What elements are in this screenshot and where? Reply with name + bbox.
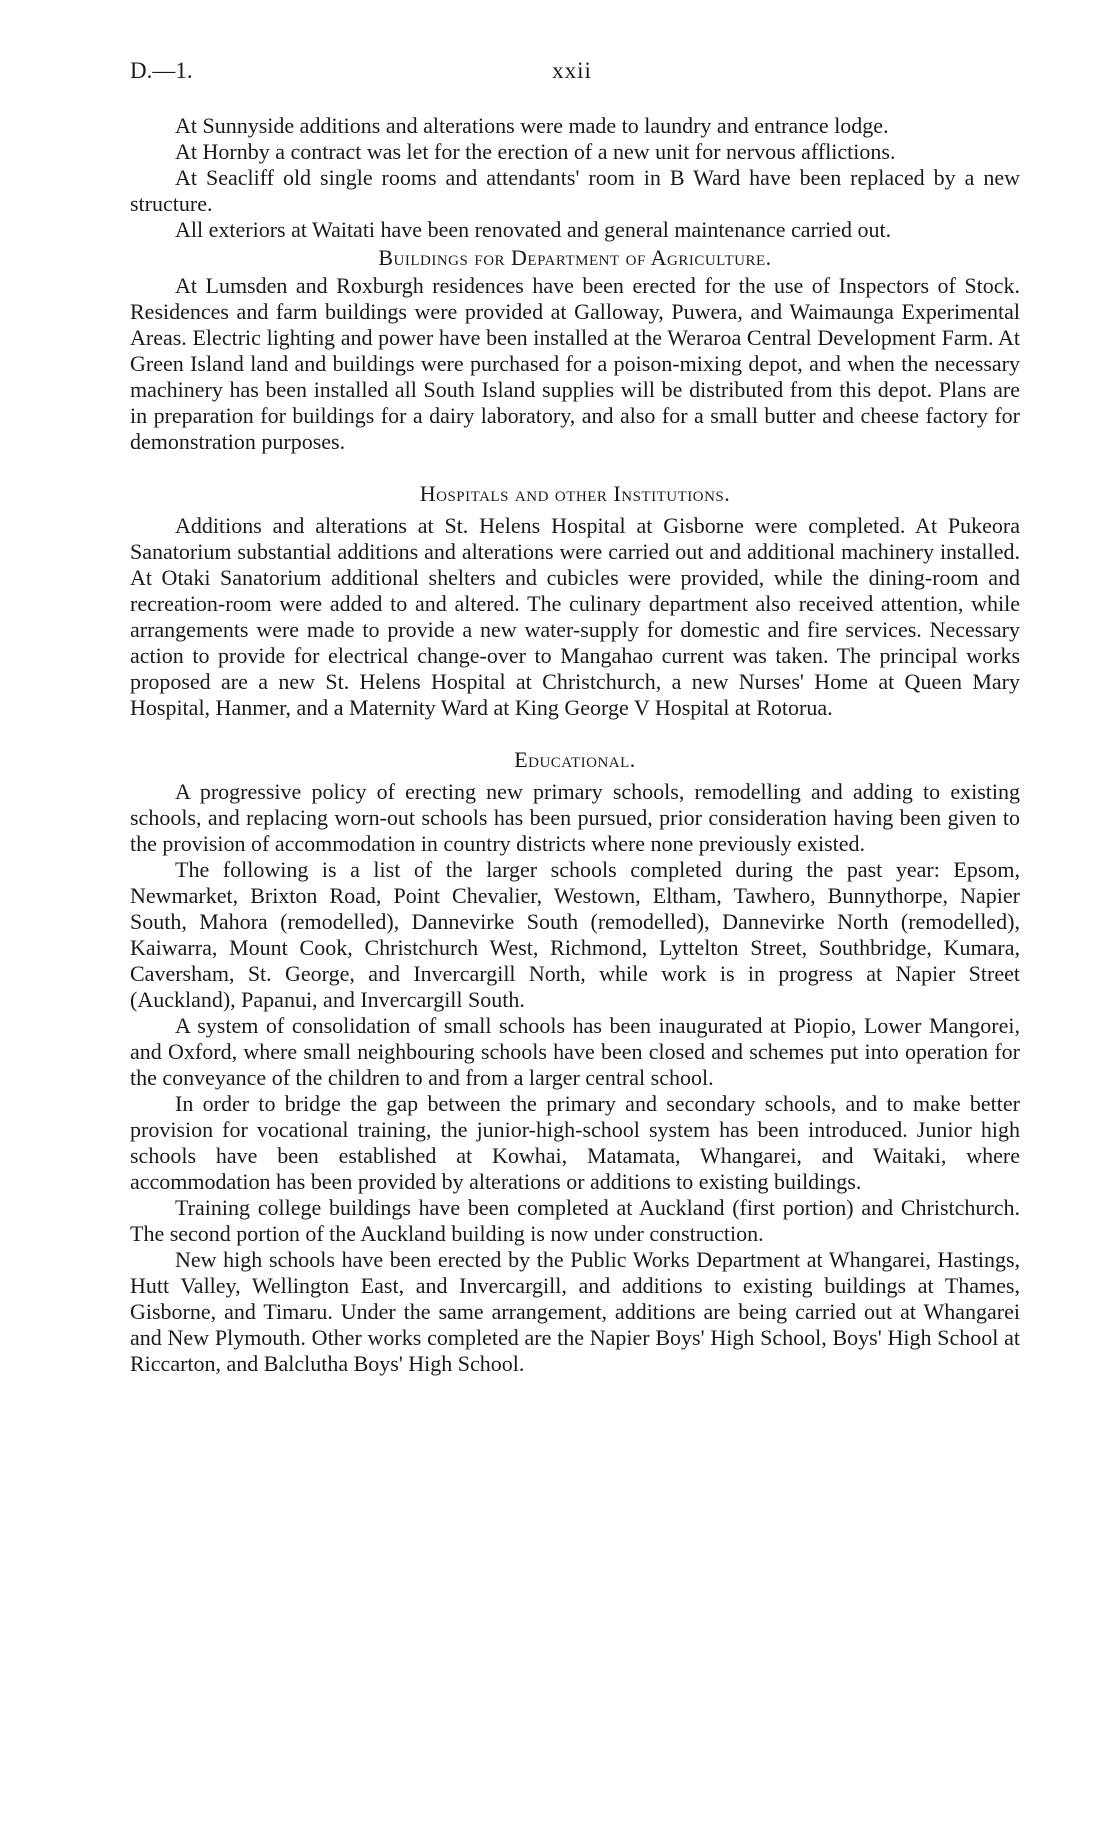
section-educational — [130, 747, 1020, 1377]
paragraph: At Sunnyside additions and alterations were made to laundry and entrance lodge. — [175, 113, 889, 138]
paragraph: A progressive policy of erecting new primary schools, remodelling and adding to existing schools, and replacing worn-out schools has been pursued, prior consideration having been given to the provision of accommodation in country districts where none previously existed. — [130, 779, 1020, 856]
paragraph: A system of consolidation of small schools has been inaugurated at Piopio, Lower Mangorei, and Oxford, where small neighbouring schools have been closed and schemes put into operation for the conveyance of the children to and from a larger central school. — [130, 1013, 1020, 1090]
paragraph: The following is a list of the larger schools completed during the past year: Epsom, Newmarket, Brixton Road, Point Chevalier, Westown, Eltham, Tawhero, Bunnythorpe, Napier South, Mahora (remodelled), Dannevirke South (remodelled), Dannevirke North (remodelled), Kaiwarra, Mount Cook, Christchurch West, Richmond, Lyttelton Street, Southbridge, Kumara, Caversham, St. George, and Invercargill North, while work is in progress at Napier Street (Auckland), Papanui, and Invercargill South. — [130, 857, 1020, 1012]
paragraph: At Hornby a contract was let for the erection of a new unit for nervous afflictions. — [175, 139, 896, 164]
page-header — [130, 58, 1014, 88]
section-intro — [130, 113, 1020, 243]
paragraph: Training college buildings have been completed at Auckland (first portion) and Christchurch. The second portion of the Auckland building is now under construction. — [130, 1195, 1020, 1246]
section-hospitals — [130, 481, 1020, 721]
paragraph: At Lumsden and Roxburgh residences have been erected for the use of Inspectors of Stock. Residences and farm buildings were provided at Galloway, Puwera, and Waimaunga Experimental Areas. Electric lighting and power have been installed at the Weraroa Central Development Farm. At Green Island land and buildings were purchased for a poison-mixing depot, and when the necessary machinery has been installed all South Island supplies will be distributed from this depot. Plans are in preparation for buildings for a dairy laboratory, and also for a small butter and cheese factory for demonstration purposes. — [130, 273, 1020, 454]
paragraph: At Seacliff old single rooms and attendants' room in B Ward have been replaced by a new structure. — [130, 165, 1020, 216]
section-agriculture — [130, 245, 1020, 455]
document-reference: D.—1. — [130, 58, 193, 83]
paragraph: In order to bridge the gap between the primary and secondary schools, and to make better provision for vocational training, the junior-high-school system has been introduced. Junior high schools have been established at Kowhai, Matamata, Whangarei, and Waitaki, where accommodation has been provided by alterations or additions to existing buildings. — [130, 1091, 1020, 1194]
paragraph: All exteriors at Waitati have been renovated and general maintenance carried out. — [175, 217, 892, 242]
section-heading: Hospitals and other Institutions. — [419, 481, 731, 506]
section-heading: Buildings for Department of Agriculture. — [378, 245, 772, 270]
page-number: xxii — [552, 58, 592, 83]
section-heading: Educational. — [514, 747, 636, 772]
paragraph: Additions and alterations at St. Helens Hospital at Gisborne were completed. At Pukeora Sanatorium substantial additions and alterations were carried out and additional machinery installed. At Otaki Sanatorium additional shelters and cubicles were provided, while the dining-room and recreation-room were added to and altered. The culinary department also received attention, while arrangements were made to provide a new water-supply for domestic and fire services. Necessary action to provide for electrical change-over to Mangahao current was taken. The principal works proposed are a new St. Helens Hospital at Christchurch, a new Nurses' Home at Queen Mary Hospital, Hanmer, and a Maternity Ward at King George V Hospital at Rotorua. — [130, 513, 1020, 720]
paragraph: New high schools have been erected by the Public Works Department at Whangarei, Hastings, Hutt Valley, Wellington East, and Invercargill, and additions to existing buildings at Thames, Gisborne, and Timaru. Under the same arrangement, additions are being carried out at Whangarei and New Plymouth. Other works completed are the Napier Boys' High School, Boys' High School at Riccarton, and Balclutha Boys' High School. — [130, 1247, 1020, 1376]
body-text — [130, 113, 1020, 1377]
